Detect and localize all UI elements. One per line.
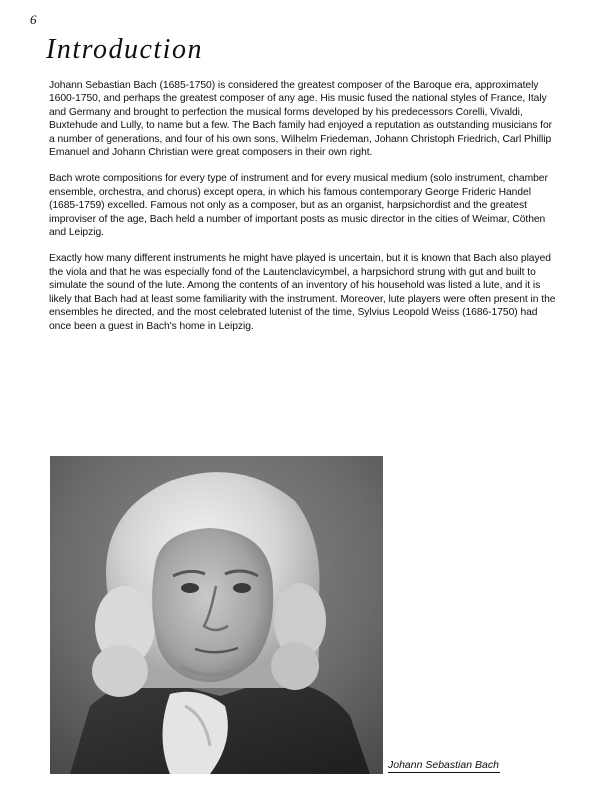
- page-number: 6: [30, 12, 37, 27]
- figure-caption: Johann Sebastian Bach: [388, 759, 499, 771]
- body-text: [49, 79, 559, 346]
- paragraph-2: Bach wrote compositions for every type of instrument and for every musical medium (solo instrument, chamber ensemble, orchestra, and chorus) except opera, in which his famous contemporary George Frideric Handel (1685-1759) excelled. Famous not only as a composer, but as an organist, harpsichordist and the greatest improviser of the age, Bach held a number of important posts as music director in the cities of Weimar, Cöthen and Leipzig.: [49, 173, 548, 239]
- portrait-illustration: [50, 456, 383, 774]
- paragraph-1: Johann Sebastian Bach (1685-1750) is considered the greatest composer of the Baroque era, approximately 1600-1750, and perhaps the greatest composer of any age. His music fused the national styles of France, Italy and Germany and brought to perfection the musical forms developed by his predecessors Corelli, Vivaldi, Buxtehude and Lully, to name but a few. The Bach family had enjoyed a reputation as outstanding musicians for a number of generations, and four of his own sons, Wilhelm Friedeman, Johann Christoph Friedrich, Carl Phillip Emanuel and Johann Christian were great composers in their own right.: [49, 80, 553, 159]
- paragraph-3: Exactly how many different instruments he might have played is uncertain, but it is known that Bach also played the viola and that he was especially fond of the Lautenclavicymbel, a harpsichord strung with gut and built to simulate the sound of the lute. Among the contents of an inventory of his household was listed a lute, and it is likely that Bach had at least some familiarity with the instrument. Moreover, lute players were often present in the ensembles he directed, and the most celebrated lutenist of the time, Sylvius Leopold Weiss (1686-1750) had once been a guest in Bach's home in Leipzig.: [49, 253, 556, 332]
- page-title: Introduction: [46, 34, 203, 65]
- portrait-image: [50, 456, 383, 774]
